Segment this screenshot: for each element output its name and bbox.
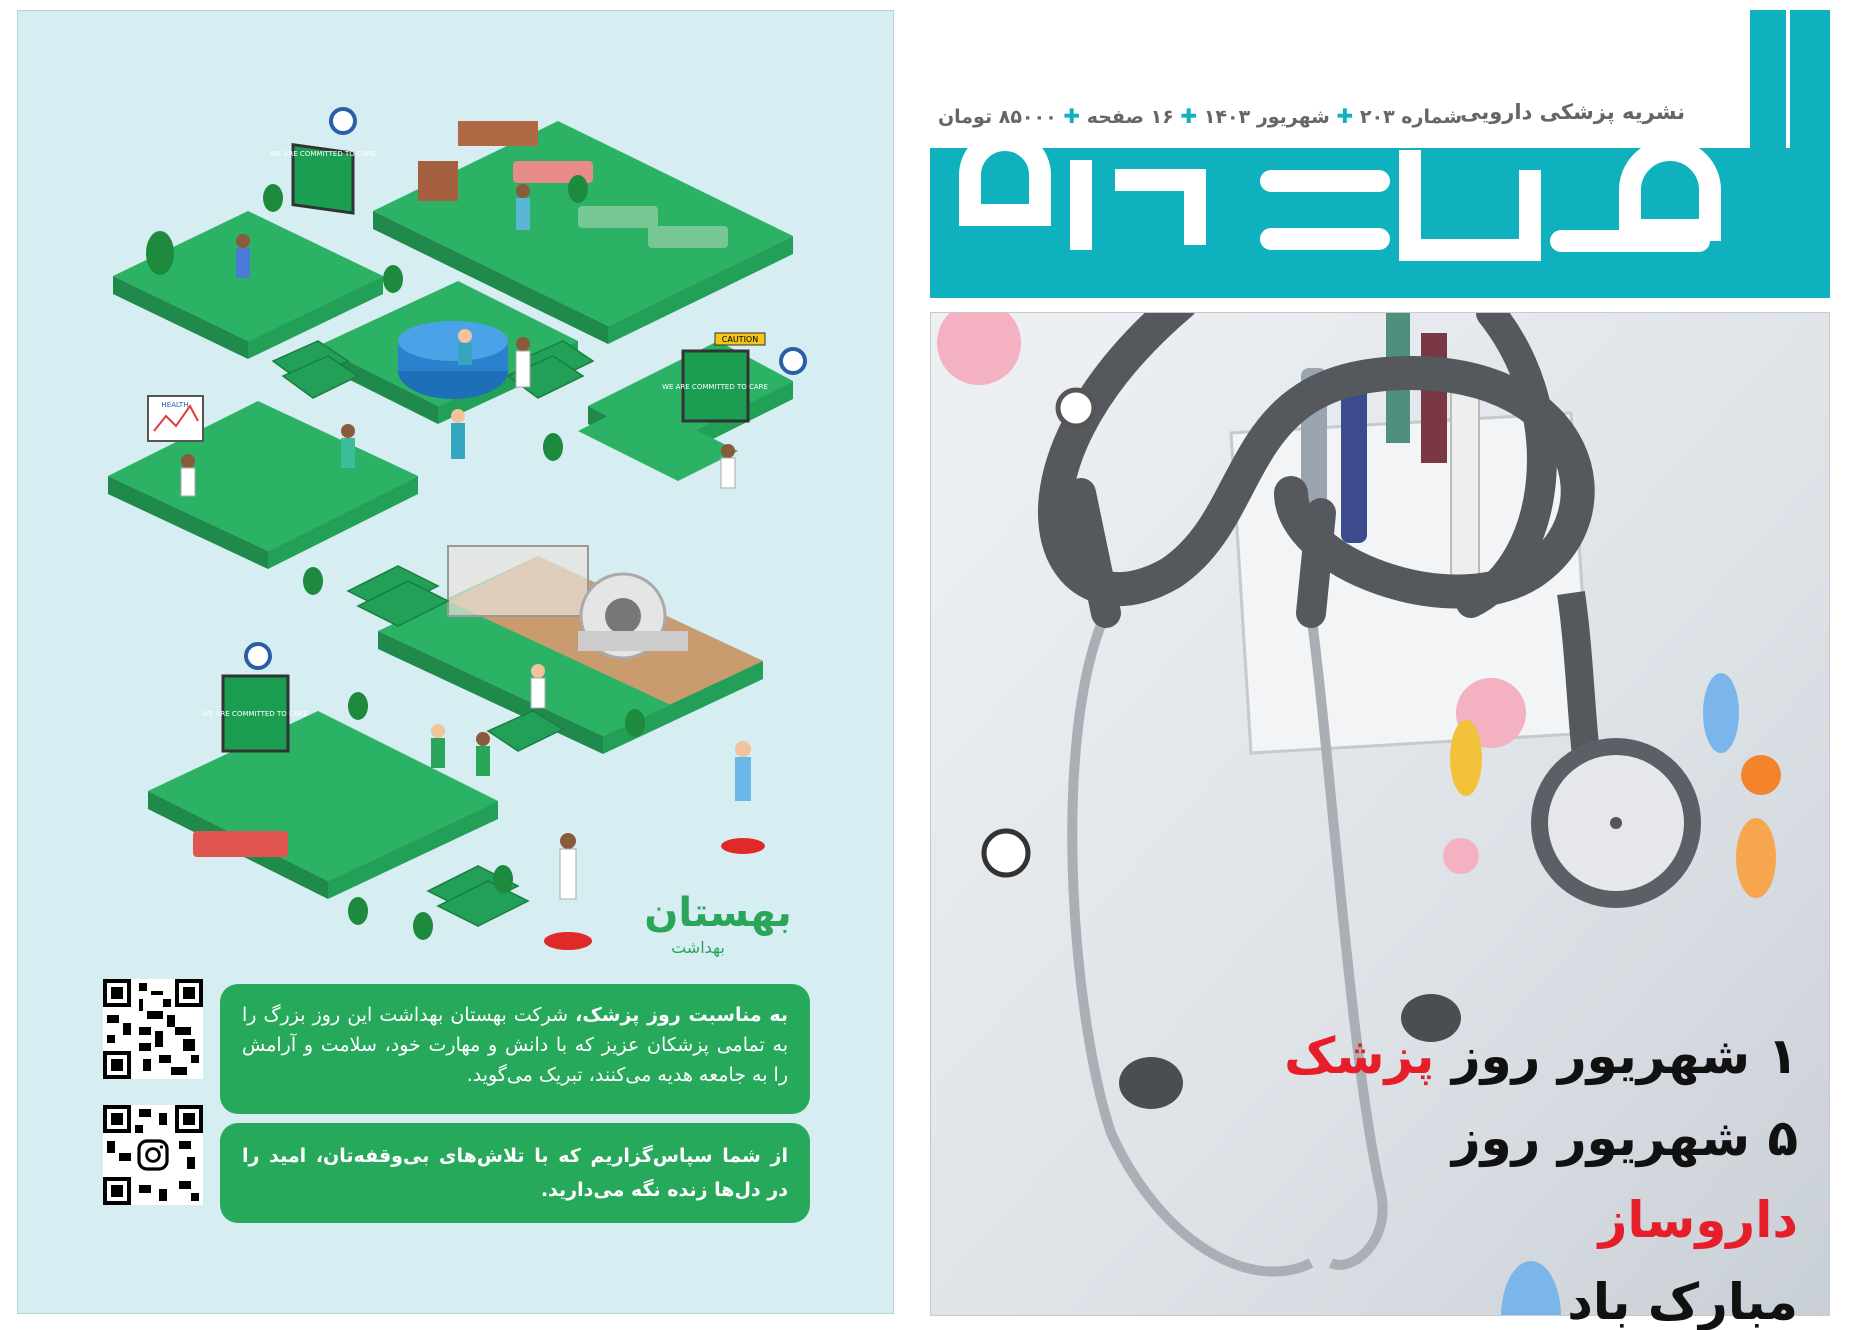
instagram-qr-code-icon[interactable] [103, 1105, 203, 1205]
platform-operating-room [148, 711, 498, 899]
headline-line-1-highlight: پزشک [1284, 1027, 1435, 1085]
behestan-logo [644, 890, 792, 958]
plus-icon: ✚ [1180, 104, 1198, 128]
mri-scanner [578, 574, 688, 658]
svg-text:بهستان: بهستان [644, 890, 792, 936]
caution-sign [715, 333, 765, 345]
clock-icon [246, 644, 270, 668]
page-count: ۱۶ صفحه [1086, 106, 1174, 128]
ad-page [17, 10, 894, 1314]
platform-scanner-room [378, 546, 763, 754]
cover-headline [1238, 1015, 1798, 1330]
svg-text:CAUTION: CAUTION [721, 335, 759, 344]
svg-text:WE ARE COMMITTED TO CARE: WE ARE COMMITTED TO CARE [202, 710, 308, 718]
headline-line-2-text: ۵ شهریور روز [1451, 1109, 1798, 1167]
message-1-bold: به مناسبت روز پزشک، [575, 1004, 788, 1026]
svg-text:WE ARE COMMITTED TO CARE: WE ARE COMMITTED TO CARE [662, 383, 768, 391]
issue-date: شهریور ۱۴۰۳ [1203, 106, 1330, 128]
svg-text:نوین دارو: نوین دارو [1380, 250, 1384, 251]
magazine-name-logo [930, 0, 1830, 300]
headline-line-2 [1238, 1097, 1798, 1261]
message-box-2 [220, 1123, 810, 1223]
message-1-rest: شرکت بهستان بهداشت این روز بزرگ را به تمامی پزشکان عزیز که با دانش و مهارت خود، سلامت و آرامش را به جامعه هدیه می‌کنند، تبریک می‌گوید. [242, 1004, 788, 1086]
headline-line-3: مبارک باد [1567, 1273, 1798, 1330]
plus-icon: ✚ [1336, 104, 1354, 128]
message-box-1 [220, 984, 810, 1114]
svg-text:بهداشت: بهداشت [671, 938, 725, 957]
headline-line-1 [1238, 1015, 1798, 1097]
magazine-cover [920, 0, 1854, 1330]
issue-line [932, 104, 1462, 138]
clock-icon [331, 109, 355, 133]
headline-line-2-highlight: داروساز [1598, 1191, 1798, 1249]
headline-line-1-text: ۱ شهریور روز [1434, 1027, 1798, 1085]
publication-type: نشریه پزشکی دارویی [1460, 100, 1685, 124]
svg-text:WE ARE COMMITTED TO CARE: WE ARE COMMITTED TO CARE [270, 150, 376, 158]
reception-desk [398, 321, 508, 399]
qr-code-icon[interactable] [103, 979, 203, 1079]
plus-icon: ✚ [1063, 104, 1081, 128]
committed-sign-1 [270, 145, 376, 213]
isometric-hospital-illustration [18, 11, 895, 971]
message-2-text: از شما سپاس‌گزاریم که با تلاش‌های بی‌وقفه‌تان، امید را در دل‌ها زنده نگه می‌دارید. [242, 1145, 788, 1201]
svg-text:HEALTH: HEALTH [161, 401, 189, 409]
health-poster [148, 396, 203, 441]
clock-icon [781, 349, 805, 373]
price: ۸۵۰۰۰ تومان [937, 106, 1057, 128]
issue-number: شماره ۲۰۳ [1359, 106, 1462, 128]
